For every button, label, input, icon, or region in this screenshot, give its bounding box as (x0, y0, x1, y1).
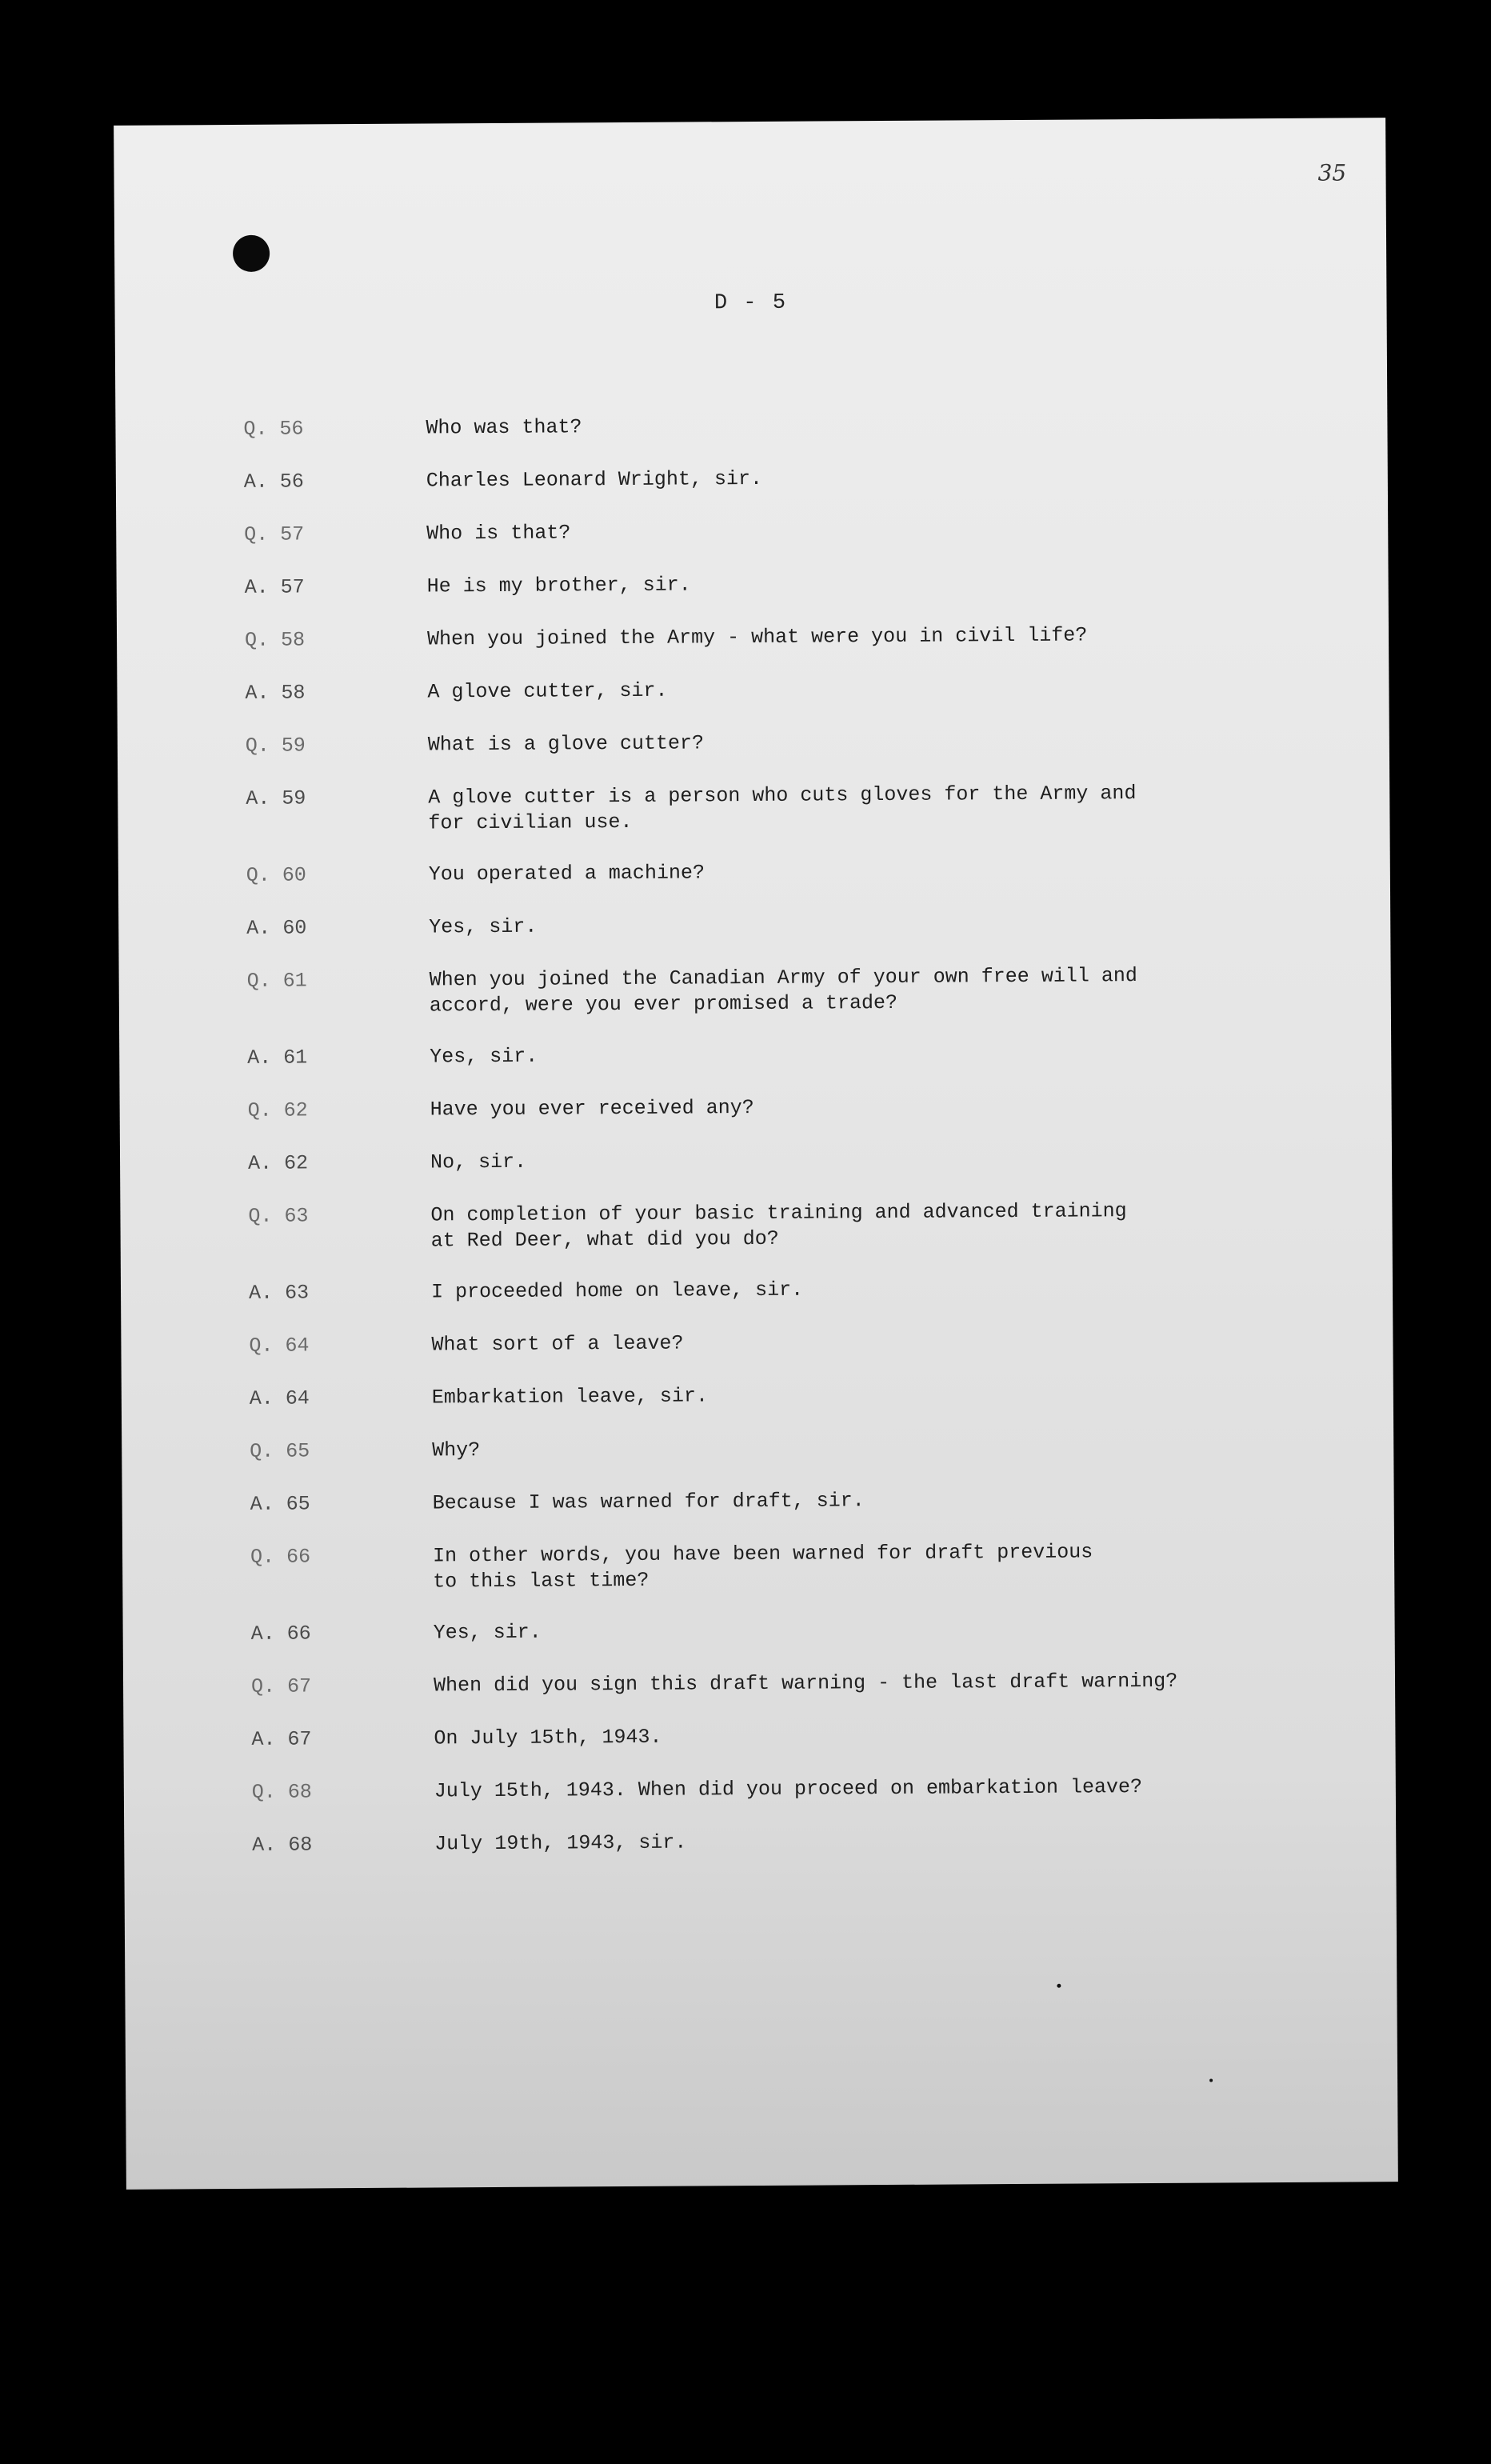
question-entry (250, 1538, 1306, 1596)
answer-entry (250, 1380, 1305, 1412)
entry-text: Yes, sir. (430, 1044, 538, 1069)
answer-entry (246, 780, 1301, 838)
entry-label: Q. 60 (246, 863, 306, 887)
entry-text: I proceeded home on leave, sir. (430, 1278, 804, 1304)
entry-label: A. 60 (246, 916, 307, 940)
entry-text: On July 15th, 1943. (434, 1725, 662, 1750)
entry-label: Q. 61 (246, 969, 307, 993)
entry-label: A. 62 (247, 1151, 309, 1175)
entry-text: Yes, sir. (429, 914, 538, 939)
entry-label: Q. 67 (250, 1674, 312, 1698)
entry-label: Q. 64 (249, 1334, 310, 1358)
entry-text: July 15th, 1943. When did you proceed on embarkation leave? (434, 1775, 1143, 1803)
entry-text: Who was that? (426, 415, 582, 440)
answer-entry (246, 910, 1302, 942)
answer-entry (245, 569, 1301, 601)
entry-label: Q. 58 (244, 628, 306, 652)
paper-speck (1057, 1984, 1061, 1988)
entry-text: When you joined the Army - what were you in civil life? (426, 623, 1088, 651)
entry-label: Q. 56 (243, 417, 304, 441)
question-entry (244, 516, 1300, 548)
entry-text: No, sir. (430, 1150, 527, 1174)
entry-text: In other words, you have been warned for draft previous to this last time? (432, 1540, 1093, 1594)
entry-text: A glove cutter, sir. (427, 678, 668, 704)
entry-label: Q. 65 (250, 1439, 310, 1463)
entry-text: Have you ever received any? (430, 1096, 754, 1122)
question-entry (248, 1198, 1304, 1255)
entry-label: A. 64 (249, 1386, 310, 1410)
page-header: D - 5 (714, 290, 788, 316)
entry-text: July 19th, 1943, sir. (434, 1830, 687, 1856)
entry-label: A. 67 (251, 1727, 312, 1751)
entry-text: What sort of a leave? (431, 1331, 684, 1357)
entry-label: A. 63 (248, 1281, 310, 1305)
entry-label: A. 65 (250, 1492, 310, 1516)
entry-text: Embarkation leave, sir. (431, 1384, 709, 1410)
entry-label: A. 66 (250, 1622, 311, 1646)
entry-text: Who is that? (426, 521, 571, 546)
question-entry (250, 1433, 1305, 1465)
entry-label: Q. 68 (251, 1780, 312, 1804)
folio-number: 35 (1317, 159, 1347, 186)
transcript (243, 410, 1308, 1886)
entry-text: When did you sign this draft warning - the last draft warning? (433, 1669, 1178, 1698)
answer-entry (245, 674, 1301, 706)
answer-entry (251, 1721, 1307, 1753)
question-entry (252, 1774, 1308, 1806)
entry-text: Yes, sir. (433, 1620, 542, 1645)
entry-label: A. 61 (247, 1046, 308, 1070)
answer-entry (248, 1145, 1304, 1177)
answer-entry (252, 1826, 1308, 1858)
question-entry (245, 622, 1301, 654)
answer-entry (247, 1039, 1303, 1071)
question-entry (248, 1092, 1304, 1124)
entry-text: What is a glove cutter? (427, 731, 705, 757)
entry-label: Q. 59 (245, 734, 306, 758)
paper-speck (1209, 2079, 1213, 2082)
entry-text: Charles Leonard Wright, sir. (426, 466, 763, 493)
answer-entry (251, 1615, 1307, 1647)
question-entry (251, 1668, 1307, 1700)
question-entry (249, 1327, 1305, 1359)
question-entry (246, 727, 1301, 759)
entry-text: Because I was warned for draft, sir. (432, 1489, 865, 1515)
entry-label: A. 56 (243, 470, 304, 494)
entry-text: You operated a machine? (428, 861, 706, 886)
entry-label: A. 68 (252, 1833, 313, 1857)
punch-hole (233, 235, 270, 272)
entry-text: He is my brother, sir. (426, 573, 691, 598)
entry-text: When you joined the Canadian Army of your own free will and accord, were you ever promised a trade? (429, 964, 1137, 1018)
entry-label: Q. 63 (248, 1204, 309, 1228)
question-entry (243, 410, 1299, 442)
entry-label: A. 58 (245, 681, 306, 705)
entry-text: A glove cutter is a person who cuts gloves for the Army and for civilian use. (428, 782, 1137, 835)
entry-label: Q. 62 (247, 1098, 308, 1122)
question-entry (246, 857, 1302, 889)
entry-text: On completion of your basic training and advanced training at Red Deer, what did you do? (430, 1199, 1127, 1253)
answer-entry (244, 463, 1300, 495)
document-page (114, 118, 1398, 2190)
question-entry (247, 962, 1303, 1020)
entry-label: Q. 57 (244, 522, 305, 546)
answer-entry (250, 1486, 1306, 1518)
entry-label: A. 57 (244, 575, 305, 599)
answer-entry (249, 1274, 1305, 1306)
entry-label: Q. 66 (250, 1545, 311, 1569)
entry-label: A. 59 (246, 786, 306, 810)
entry-text: Why? (432, 1438, 481, 1462)
